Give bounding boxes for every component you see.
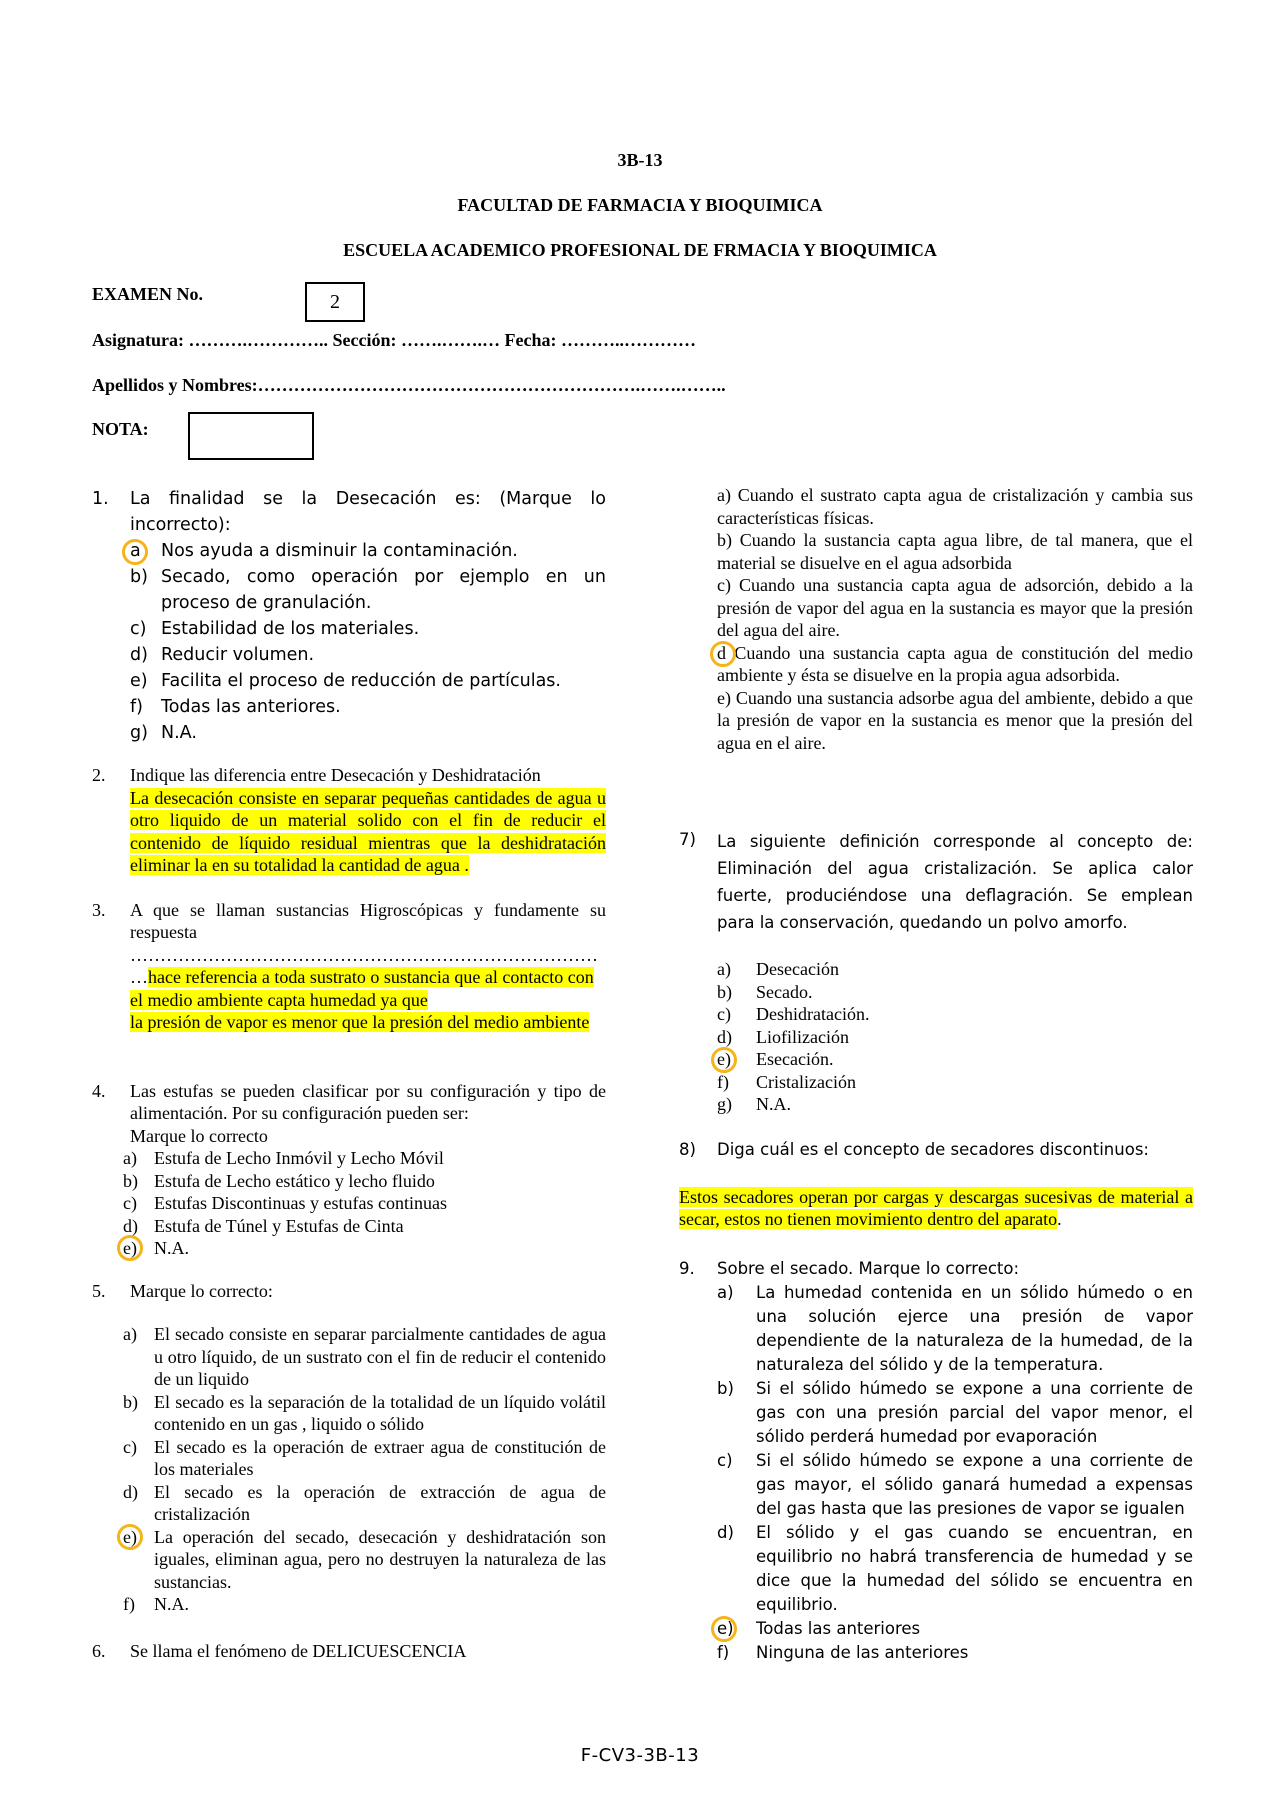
- option-text: N.A.: [154, 1594, 189, 1614]
- option-text: La operación del secado, desecación y deshidratación son iguales, eliminan agua, pero no destruyen la naturaleza de las sustancias.: [154, 1526, 606, 1592]
- option-text: Nos ayuda a disminuir la contaminación.: [161, 541, 518, 561]
- option-d[interactable]: [717, 1026, 1193, 1049]
- option-b[interactable]: [717, 981, 1193, 1004]
- option-letter: c): [717, 1004, 731, 1024]
- option-text: Todas las anteriores: [756, 1618, 921, 1638]
- question-6: [92, 1640, 606, 1663]
- footer-code: F-CV3-3B-13: [580, 1745, 700, 1766]
- option-text: El secado es la operación de extraer agua de constitución de los materiales: [154, 1436, 606, 1479]
- option-d[interactable]: [130, 642, 606, 668]
- option-letter: b): [123, 1391, 138, 1412]
- question-text: Diga cuál es el concepto de secadores discontinuos:: [717, 1139, 1149, 1159]
- option-letter: a: [130, 541, 141, 561]
- question-subtext: Marque lo correcto: [130, 1125, 268, 1146]
- option-text: Si el sólido húmedo se expone a una corriente de gas con una presión parcial del vapor menor, el sólido perderá humedad por evaporación: [756, 1378, 1193, 1446]
- exam-number: 2: [330, 291, 340, 313]
- option-text: Cristalización: [756, 1071, 856, 1092]
- option-text: Secado.: [756, 981, 813, 1002]
- option-letter: a): [717, 1282, 734, 1302]
- option-text: Liofilización: [756, 1026, 849, 1047]
- option-letter: e): [717, 1618, 734, 1638]
- option-letter: c): [123, 1436, 137, 1457]
- option-letter: c): [130, 619, 147, 639]
- option-text: Estufa de Lecho Inmóvil y Lecho Móvil: [154, 1148, 444, 1168]
- option-letter: e): [123, 1238, 137, 1258]
- option-a[interactable]: [123, 1147, 606, 1170]
- question-text: La siguiente definición corresponde al concepto de: Eliminación del agua cristalización. Se aplica calor fuerte, produciéndose una deflagración. Se emplean para la conservación, quedando un polvo amorfo.: [717, 832, 1193, 932]
- option-f[interactable]: [717, 1071, 1193, 1094]
- option-letter: e): [130, 671, 148, 691]
- option-a[interactable]: [717, 958, 1193, 981]
- left-column: [92, 486, 606, 1662]
- option-letter: e): [123, 1526, 137, 1547]
- option-text: El secado es la operación de extracción de agua de cristalización: [154, 1481, 606, 1524]
- question-text: Las estufas se pueden clasificar por su configuración y tipo de alimentación. Por su configuración pueden ser:: [130, 1080, 606, 1123]
- option-text: Deshidratación.: [756, 1004, 870, 1024]
- option-letter: f): [123, 1594, 135, 1614]
- option-text: Estufas Discontinuas y estufas continuas: [154, 1193, 447, 1213]
- option-letter: g): [130, 723, 148, 743]
- answer-circle-icon: [710, 641, 736, 667]
- option-text: Reducir volumen.: [161, 645, 315, 665]
- option-c[interactable]: [123, 1436, 606, 1481]
- option-letter: e): [717, 1049, 731, 1069]
- option-letter: c): [123, 1193, 137, 1213]
- question-5: [92, 1280, 606, 1616]
- question-1: [92, 486, 606, 746]
- question-text: Se llama el fenómeno de DELICUESCENCIA: [130, 1640, 467, 1661]
- right-column: [679, 484, 1193, 1665]
- answer-end: .: [1057, 1209, 1062, 1229]
- option-text: N.A.: [161, 723, 197, 743]
- question-7: [679, 828, 1193, 936]
- highlighted-answer: Estos secadores operan por cargas y descargas sucesivas de material a secar, estos no tienen movimiento dentro del aparato: [679, 1186, 1193, 1229]
- option-g[interactable]: [130, 720, 606, 746]
- option-text: N.A.: [756, 1094, 791, 1114]
- option-letter: b): [130, 567, 148, 587]
- option-a[interactable]: [717, 1281, 1193, 1377]
- answer-text: [130, 787, 606, 877]
- option-e[interactable]: [123, 1237, 606, 1260]
- option-letter: b): [717, 1378, 734, 1398]
- option-f[interactable]: [123, 1593, 606, 1616]
- option-b[interactable]: [130, 564, 606, 616]
- option-text: Secado, como operación por ejemplo en un proceso de granulación.: [161, 567, 606, 613]
- question-4: [92, 1080, 606, 1260]
- option-d[interactable]: [123, 1481, 606, 1526]
- option-a[interactable]: a) Cuando el sustrato capta agua de cristalización y cambia sus características físicas.: [717, 485, 1193, 528]
- option-e[interactable]: e) Cuando una sustancia adsorbe agua del ambiente, debido a que la presión de vapor en la sustancia es menor que la presión del agua en el aire.: [717, 687, 1193, 753]
- option-letter: a): [717, 959, 731, 979]
- option-letter: g): [717, 1094, 732, 1114]
- question-number: 8): [679, 1139, 696, 1159]
- option-c[interactable]: [717, 1003, 1193, 1026]
- option-text: N.A.: [154, 1238, 189, 1258]
- option-letter: f): [130, 697, 143, 717]
- option-letter: c): [717, 1450, 733, 1470]
- question-9: [679, 1257, 1193, 1665]
- option-text: d Cuando una sustancia capta agua de constitución del medio ambiente y ésta se disuelve en la propia agua adsorbida.: [717, 642, 1193, 685]
- option-d[interactable]: [717, 642, 1193, 687]
- question-7-options: [679, 958, 1193, 1116]
- option-text: Todas las anteriores.: [161, 697, 341, 717]
- highlighted-answer: hace referencia a toda sustrato o sustancia que al contacto con el medio ambiente capta humedad ya que: [130, 967, 594, 1010]
- question-number: 5.: [92, 1280, 106, 1301]
- option-a[interactable]: [123, 1323, 606, 1391]
- option-text: Facilita el proceso de reducción de partículas.: [161, 671, 561, 691]
- names-line: Apellidos y Nombres:……………………………………………………….…….……..: [92, 375, 726, 395]
- question-text: La finalidad se la Desecación es: (Marque lo incorrecto):: [130, 489, 606, 535]
- option-e[interactable]: [717, 1617, 1193, 1641]
- question-text: Sobre el secado. Marque lo correcto:: [717, 1258, 1020, 1278]
- answer-text: [130, 966, 606, 1011]
- answer-dots: ……………………………………………………………………: [130, 944, 598, 965]
- option-letter: d): [123, 1481, 138, 1502]
- option-text: El secado es la separación de la totalidad de un líquido volátil contenido en un gas , liquido o sólido: [154, 1391, 606, 1434]
- question-number: 9.: [679, 1258, 695, 1278]
- option-b[interactable]: b) Cuando la sustancia capta agua libre, de tal manera, que el material se disuelve en el agua adsorbida: [717, 530, 1193, 573]
- option-e[interactable]: [717, 1048, 1193, 1071]
- answer-prefix: …: [130, 967, 148, 987]
- question-8: [679, 1138, 1193, 1162]
- option-text: Desecación: [756, 959, 839, 979]
- subject-line: Asignatura: ……….………….. Sección: …….…….… Fecha: ………..…………: [92, 330, 696, 350]
- question-8-answer: [679, 1186, 1193, 1231]
- document-code: 3B-13: [617, 150, 663, 170]
- option-text: Estabilidad de los materiales.: [161, 619, 420, 639]
- option-letter: f): [717, 1071, 729, 1092]
- option-letter: b): [123, 1170, 138, 1191]
- question-text: A que se llaman sustancias Higroscópicas y fundamente su respuesta: [130, 899, 606, 942]
- option-text: Si el sólido húmedo se expone a una corriente de gas mayor, el sólido ganará humedad a expensas del gas hasta que las presiones de vapor se igualen: [756, 1450, 1193, 1518]
- option-c[interactable]: [717, 1449, 1193, 1521]
- option-letter: a): [123, 1148, 137, 1168]
- highlighted-answer: La desecación consiste en separar pequeñas cantidades de agua u otro liquido de un material solido con el fin de reducir el contenido de líquido residual mientras que la deshidratación eliminar la en su totalidad la cantidad de agua .: [130, 787, 606, 875]
- option-b[interactable]: [123, 1391, 606, 1436]
- option-b[interactable]: [123, 1170, 606, 1193]
- question-text: Indique las diferencia entre Desecación y Deshidratación: [130, 765, 541, 785]
- option-c[interactable]: [123, 1192, 606, 1215]
- question-3: [92, 899, 606, 1034]
- option-text: Esecación.: [756, 1049, 834, 1069]
- option-text: Estufa de Lecho estático y lecho fluido: [154, 1170, 435, 1191]
- option-letter: d): [717, 1522, 734, 1542]
- question-number: 6.: [92, 1640, 106, 1661]
- option-text: Estufa de Túnel y Estufas de Cinta: [154, 1215, 404, 1236]
- option-f[interactable]: [717, 1641, 1193, 1665]
- option-e[interactable]: [123, 1526, 606, 1594]
- option-f[interactable]: [130, 694, 606, 720]
- option-text: El secado consiste en separar parcialmente cantidades de agua u otro líquido, de un sustrato con el fin de reducir el contenido de un liquido: [154, 1324, 606, 1389]
- faculty-title: FACULTAD DE FARMACIA Y BIOQUIMICA: [457, 195, 823, 215]
- option-a[interactable]: [130, 538, 606, 564]
- grade-label: NOTA:: [92, 419, 149, 439]
- question-number: 2.: [92, 765, 106, 785]
- option-letter: a): [123, 1324, 137, 1344]
- option-e[interactable]: [130, 668, 606, 694]
- question-text: Marque lo correcto:: [130, 1280, 273, 1301]
- option-letter: f): [717, 1642, 730, 1662]
- option-letter: b): [717, 981, 732, 1002]
- question-6-options: [717, 484, 1193, 754]
- exam-number-box: [305, 282, 365, 322]
- question-number: 7): [679, 830, 696, 849]
- option-letter: d): [123, 1215, 138, 1236]
- option-text: El sólido y el gas cuando se encuentran, en equilibrio no habrá transferencia de humedad y se dice que la humedad del sólido se encuentra en equilibrio.: [756, 1522, 1193, 1614]
- option-g[interactable]: [717, 1093, 1193, 1116]
- option-c[interactable]: c) Cuando una sustancia capta agua de adsorción, debido a la presión de vapor del agua en la sustancia es mayor que la presión del agua del aire.: [717, 575, 1193, 640]
- option-letter: d): [130, 645, 148, 665]
- highlighted-answer: la presión de vapor es menor que la presión del medio ambiente: [130, 1012, 590, 1032]
- option-d[interactable]: [717, 1521, 1193, 1617]
- option-d[interactable]: [123, 1215, 606, 1238]
- answer-text-2: [130, 1011, 606, 1034]
- question-number: 4.: [92, 1080, 106, 1101]
- option-c[interactable]: [130, 616, 606, 642]
- option-text: Ninguna de las anteriores: [756, 1642, 969, 1662]
- question-number: 1.: [92, 489, 109, 509]
- grade-box[interactable]: [188, 412, 314, 460]
- option-letter: d): [717, 1026, 732, 1047]
- school-title: ESCUELA ACADEMICO PROFESIONAL DE FRMACIA Y BIOQUIMICA: [343, 240, 937, 260]
- question-number: 3.: [92, 899, 106, 920]
- option-b[interactable]: [717, 1377, 1193, 1449]
- exam-label: EXAMEN No.: [92, 284, 203, 304]
- question-2: [92, 764, 606, 877]
- option-text: La humedad contenida en un sólido húmedo o en una solución ejerce una presión de vapor dependiente de la naturaleza de la humedad, de la naturaleza del sólido y de la temperatura.: [756, 1282, 1193, 1374]
